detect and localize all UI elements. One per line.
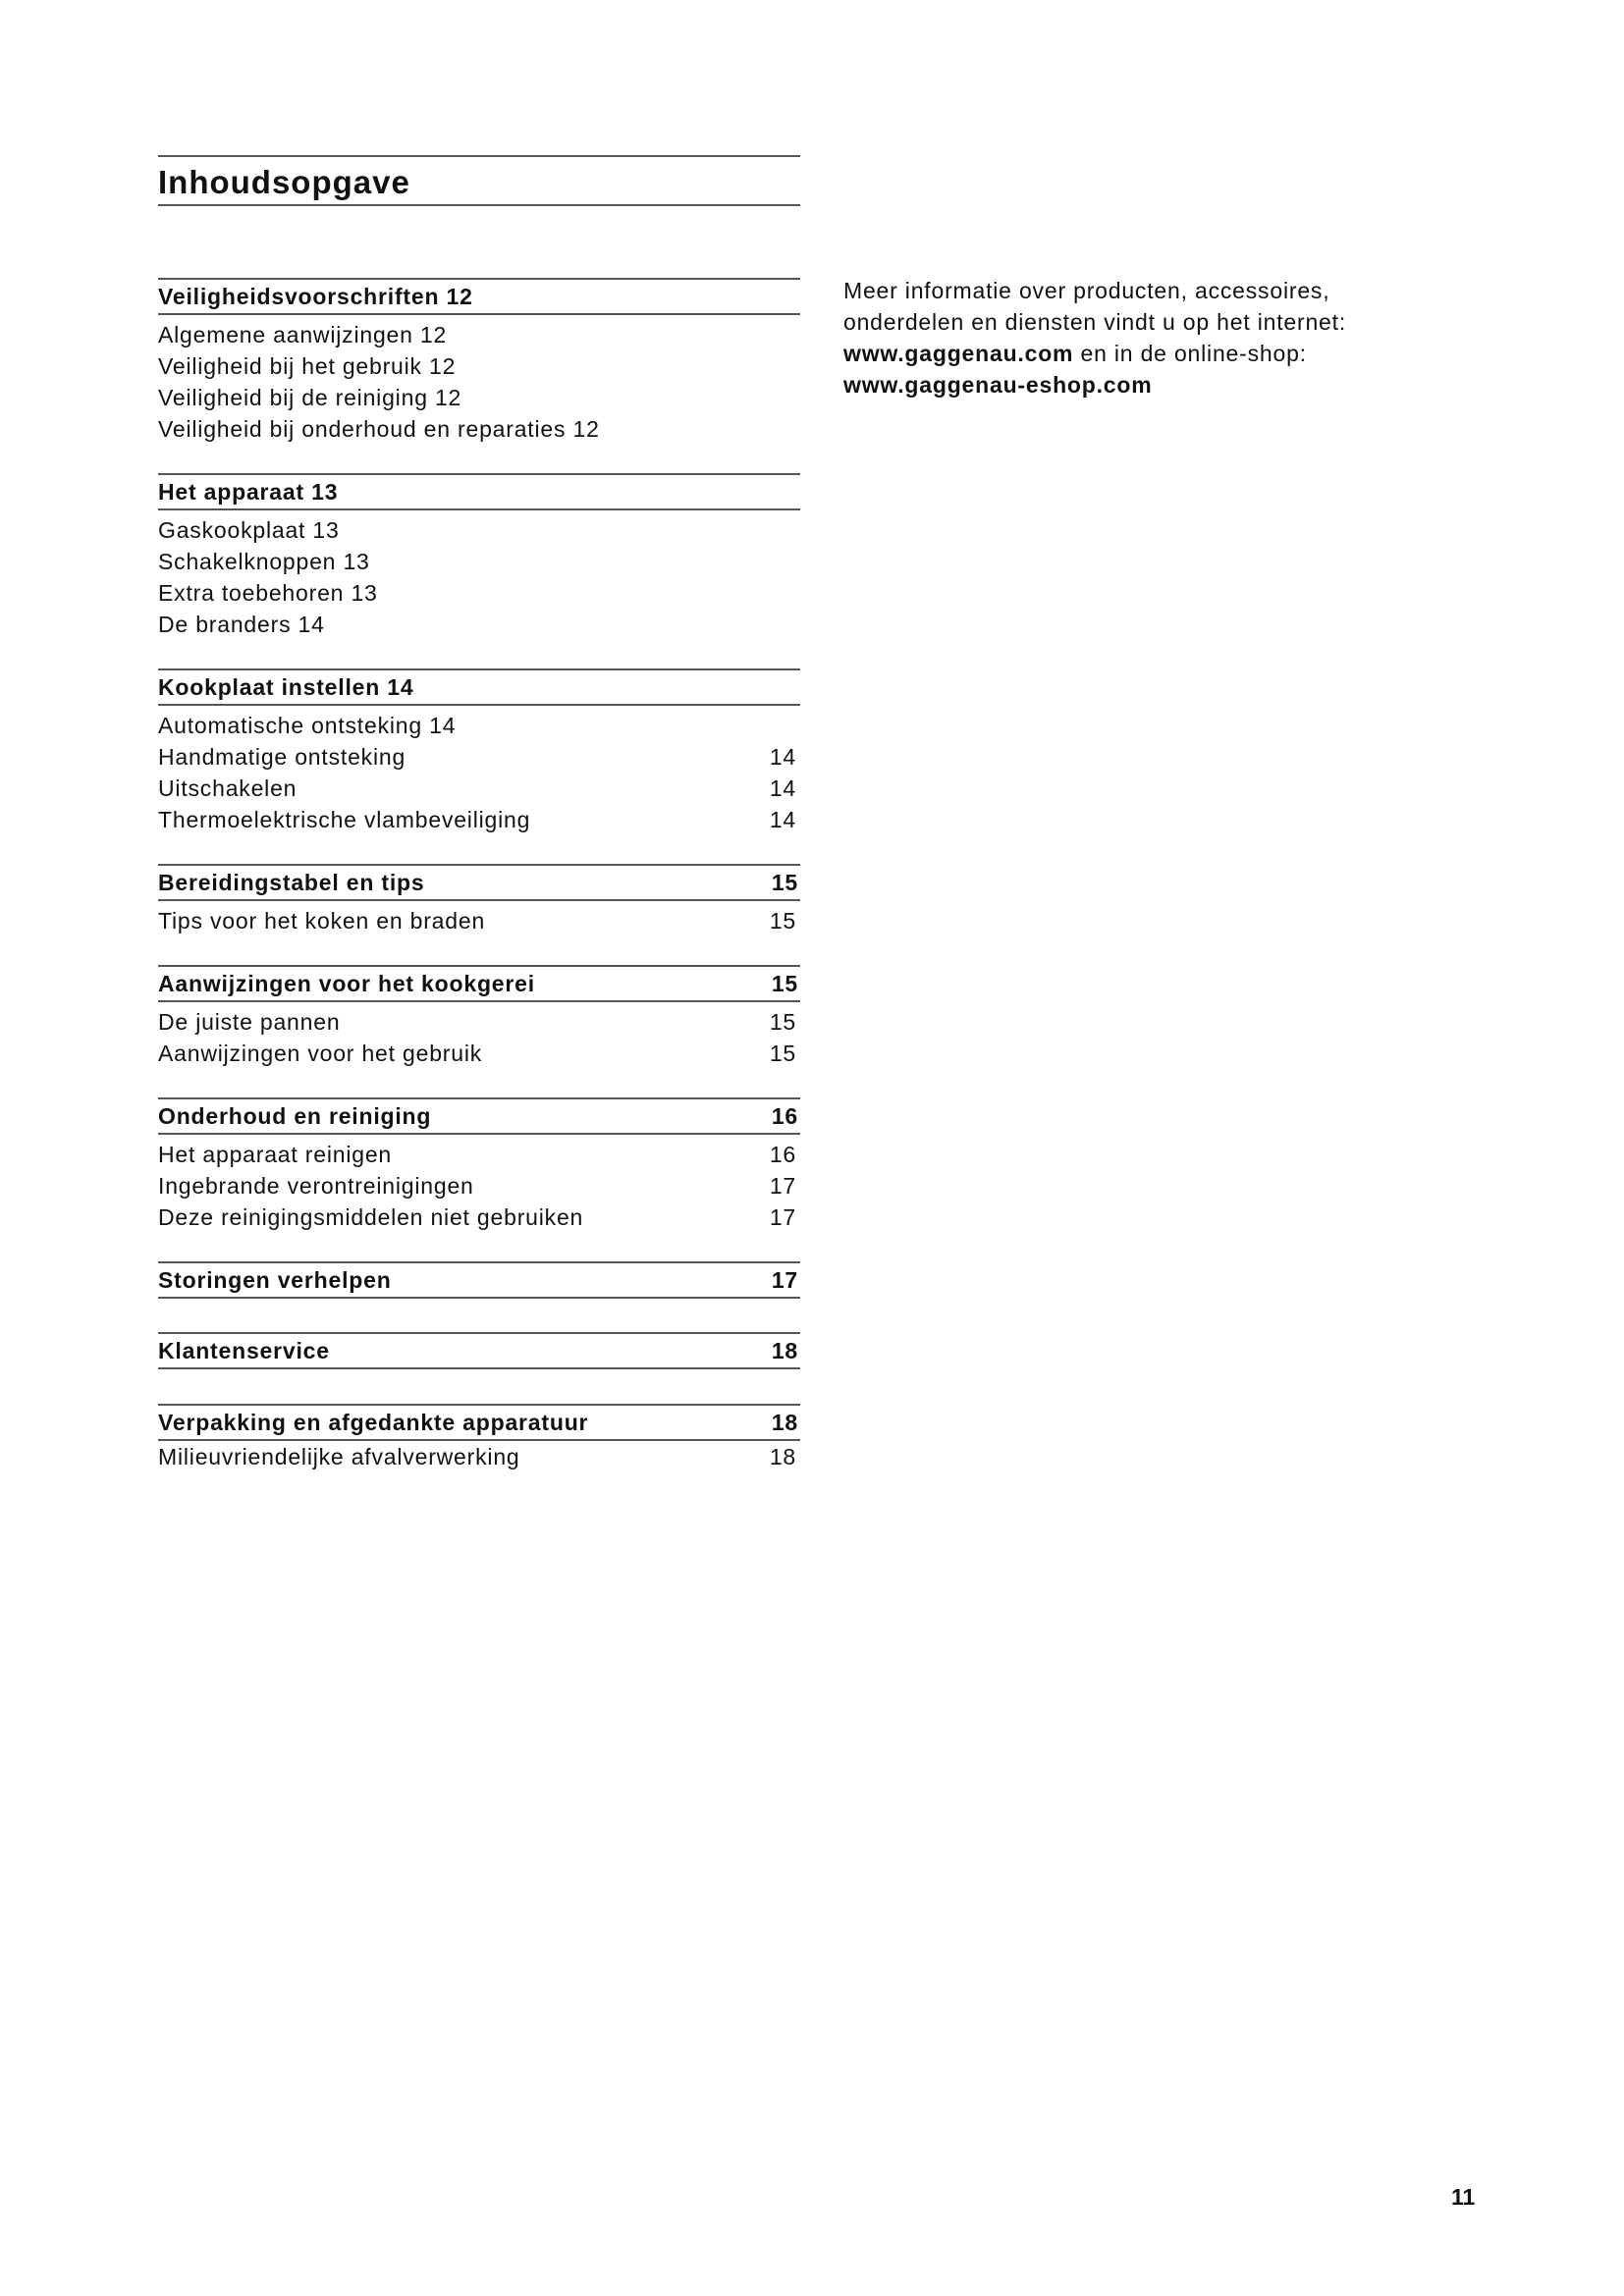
toc-entry-label: Tips voor het koken en braden [158,908,486,934]
toc-heading-page: 15 [771,970,798,996]
toc-section [158,1332,800,1369]
toc-entry-page: 14 [769,744,796,770]
toc-section-heading[interactable] [158,864,800,901]
toc-entry-page [796,413,800,445]
toc-entry-label: Uitschakelen [158,775,298,801]
toc-entry[interactable] [158,1170,800,1201]
toc-section-heading[interactable] [158,278,800,315]
toc-section-heading[interactable] [158,1261,800,1299]
toc-entry[interactable] [158,577,800,609]
toc-section [158,668,800,835]
toc-entry[interactable] [158,741,800,773]
toc-entry-page: 15 [769,1009,796,1035]
toc-heading-label: Klantenservice [158,1337,330,1363]
toc-entry-page: 17 [769,1173,796,1199]
page-title: Inhoudsopgave [158,164,410,200]
toc-entry-label: Handmatige ontsteking [158,744,406,770]
toc-entry[interactable] [158,350,800,382]
toc-heading-label: Veiligheidsvoorschriften 12 [158,283,473,309]
toc-entry-page [796,382,800,413]
toc-entry-label: Gaskookplaat 13 [158,517,340,543]
toc-entry-label: Aanwijzingen voor het gebruik [158,1041,483,1066]
toc-section [158,1261,800,1299]
info-line: en in de online-shop: [1073,341,1307,366]
info-line: onderdelen en diensten vindt u op het internet: [843,309,1347,335]
toc-entry-page [796,319,800,350]
toc-entry[interactable] [158,382,800,413]
toc-entry[interactable] [158,413,800,445]
more-info-text [843,275,1433,400]
toc-entry[interactable] [158,609,800,640]
toc-heading-page: 18 [771,1409,798,1435]
toc-heading-page: 18 [771,1337,798,1363]
toc-section [158,473,800,640]
toc-heading-page: 17 [771,1266,798,1293]
toc-heading-label: Storingen verhelpen [158,1266,392,1293]
toc-heading-page: 16 [771,1102,798,1129]
toc-entry-page [796,350,800,382]
eshop-link[interactable]: www.gaggenau-eshop.com [843,372,1153,398]
toc-entry[interactable] [158,1139,800,1170]
toc-section-heading[interactable] [158,1097,800,1135]
toc-entry[interactable] [158,773,800,804]
toc-entry-page [796,710,800,741]
toc-entry-label: Milieuvriendelijke afvalverwerking [158,1444,520,1469]
toc-entry-page: 14 [769,807,796,832]
toc-heading-label: Verpakking en afgedankte apparatuur [158,1409,589,1435]
toc-entry-page [796,546,800,577]
toc-entry[interactable] [158,804,800,835]
toc-entry-page: 17 [769,1204,796,1230]
toc-entry-page: 15 [769,908,796,934]
toc-entry-label: Deze reinigingsmiddelen niet gebruiken [158,1204,584,1230]
toc-section [158,1404,800,1472]
toc-section-heading[interactable] [158,1404,800,1441]
toc-entry[interactable] [158,710,800,741]
info-line: Meer informatie over producten, accessoires, [843,278,1330,303]
toc-section-heading[interactable] [158,668,800,706]
toc-entry-label: Veiligheid bij de reiniging 12 [158,385,462,410]
toc-section [158,965,800,1069]
toc-entry-label: Veiligheid bij onderhoud en reparaties 12 [158,416,600,442]
toc-entry-label: Schakelknoppen 13 [158,549,370,574]
toc-entry-label: Thermoelektrische vlambeveiliging [158,807,531,832]
toc-section [158,1097,800,1233]
toc-entry-label: Extra toebehoren 13 [158,580,378,606]
page-number: 11 [1451,2184,1476,2210]
toc-section-heading[interactable] [158,965,800,1002]
website-link[interactable]: www.gaggenau.com [843,341,1074,366]
toc-entry[interactable] [158,546,800,577]
toc-heading-label: Onderhoud en reiniging [158,1102,432,1129]
toc-entry-label: Algemene aanwijzingen 12 [158,322,448,347]
toc-entry[interactable] [158,905,800,936]
toc-title-block [158,155,800,206]
toc-entry-label: De juiste pannen [158,1009,341,1035]
toc-section [158,864,800,936]
toc-entry-page [796,577,800,609]
toc-entry-label: Veiligheid bij het gebruik 12 [158,353,457,379]
toc-heading-label: Aanwijzingen voor het kookgerei [158,970,535,996]
toc-entry-label: Ingebrande verontreinigingen [158,1173,474,1199]
toc-entry-page [796,514,800,546]
toc-entry[interactable] [158,1006,800,1038]
toc-section [158,278,800,445]
toc-heading-label: Kookplaat instellen 14 [158,673,414,700]
toc-entry-page: 18 [769,1444,796,1469]
toc-entry-page [796,609,800,640]
toc-heading-label: Het apparaat 13 [158,478,339,505]
toc-entry-page: 16 [769,1142,796,1167]
toc-entry[interactable] [158,1038,800,1069]
toc-heading-page: 15 [771,869,798,895]
toc-section-heading[interactable] [158,1332,800,1369]
toc-entry[interactable] [158,514,800,546]
toc-entry-page: 15 [769,1041,796,1066]
toc-entry-page: 14 [769,775,796,801]
toc-entry[interactable] [158,1441,800,1472]
toc-section-heading[interactable] [158,473,800,510]
toc-entry[interactable] [158,319,800,350]
toc-entry-label: Het apparaat reinigen [158,1142,393,1167]
toc-entry-label: De branders 14 [158,612,325,637]
toc-heading-label: Bereidingstabel en tips [158,869,425,895]
toc-entry[interactable] [158,1201,800,1233]
toc-entry-label: Automatische ontsteking 14 [158,713,457,738]
